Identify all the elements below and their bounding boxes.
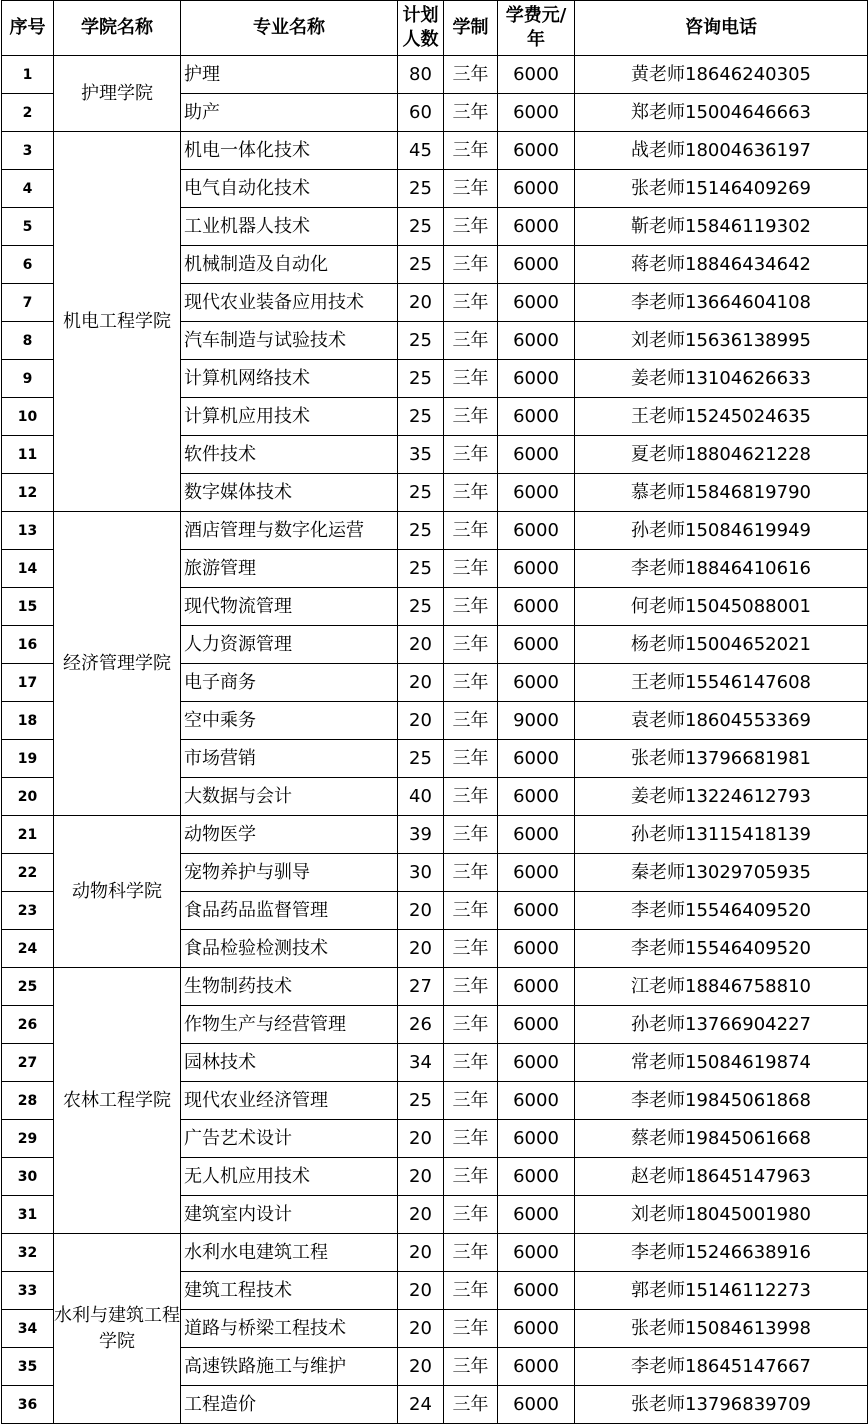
plan-count: 25	[398, 170, 444, 208]
tuition-fee: 6000	[498, 436, 575, 474]
row-number: 17	[2, 664, 54, 702]
duration: 三年	[444, 930, 498, 968]
row-number: 20	[2, 778, 54, 816]
tuition-fee: 6000	[498, 360, 575, 398]
contact-phone: 江老师18846758810	[575, 968, 868, 1006]
tuition-fee: 6000	[498, 550, 575, 588]
duration: 三年	[444, 1044, 498, 1082]
major-name: 工业机器人技术	[181, 208, 398, 246]
tuition-fee: 6000	[498, 816, 575, 854]
row-number: 22	[2, 854, 54, 892]
plan-count: 20	[398, 1120, 444, 1158]
table-row	[2, 816, 868, 854]
contact-phone: 郑老师15004646663	[575, 94, 868, 132]
plan-count: 26	[398, 1006, 444, 1044]
major-name: 作物生产与经营管理	[181, 1006, 398, 1044]
plan-count: 25	[398, 360, 444, 398]
duration: 三年	[444, 512, 498, 550]
plan-count: 24	[398, 1386, 444, 1424]
duration: 三年	[444, 1120, 498, 1158]
header-major: 专业名称	[181, 1, 398, 56]
tuition-fee: 6000	[498, 322, 575, 360]
tuition-fee: 6000	[498, 1310, 575, 1348]
plan-count: 27	[398, 968, 444, 1006]
contact-phone: 张老师15084613998	[575, 1310, 868, 1348]
plan-count: 25	[398, 246, 444, 284]
major-name: 动物医学	[181, 816, 398, 854]
duration: 三年	[444, 1196, 498, 1234]
row-number: 15	[2, 588, 54, 626]
tuition-fee: 6000	[498, 930, 575, 968]
college-name: 农林工程学院	[54, 968, 181, 1234]
tuition-fee: 6000	[498, 246, 575, 284]
tuition-fee: 6000	[498, 778, 575, 816]
duration: 三年	[444, 1082, 498, 1120]
plan-count: 20	[398, 702, 444, 740]
contact-phone: 靳老师15846119302	[575, 208, 868, 246]
contact-phone: 张老师13796839709	[575, 1386, 868, 1424]
row-number: 3	[2, 132, 54, 170]
contact-phone: 李老师15546409520	[575, 892, 868, 930]
duration: 三年	[444, 94, 498, 132]
row-number: 23	[2, 892, 54, 930]
plan-count: 20	[398, 664, 444, 702]
tuition-fee: 6000	[498, 588, 575, 626]
tuition-fee: 6000	[498, 474, 575, 512]
tuition-fee: 6000	[498, 892, 575, 930]
plan-count: 20	[398, 1348, 444, 1386]
duration: 三年	[444, 284, 498, 322]
plan-count: 20	[398, 1310, 444, 1348]
tuition-fee: 9000	[498, 702, 575, 740]
major-name: 市场营销	[181, 740, 398, 778]
major-name: 现代物流管理	[181, 588, 398, 626]
college-name: 机电工程学院	[54, 132, 181, 512]
tuition-fee: 6000	[498, 1082, 575, 1120]
tuition-fee: 6000	[498, 1120, 575, 1158]
contact-phone: 夏老师18804621228	[575, 436, 868, 474]
row-number: 18	[2, 702, 54, 740]
row-number: 33	[2, 1272, 54, 1310]
plan-count: 45	[398, 132, 444, 170]
major-name: 软件技术	[181, 436, 398, 474]
plan-count: 39	[398, 816, 444, 854]
table-row	[2, 132, 868, 170]
duration: 三年	[444, 1310, 498, 1348]
row-number: 35	[2, 1348, 54, 1386]
tuition-fee: 6000	[498, 854, 575, 892]
contact-phone: 黄老师18646240305	[575, 56, 868, 94]
contact-phone: 王老师15546147608	[575, 664, 868, 702]
major-name: 计算机应用技术	[181, 398, 398, 436]
contact-phone: 常老师15084619874	[575, 1044, 868, 1082]
duration: 三年	[444, 702, 498, 740]
contact-phone: 慕老师15846819790	[575, 474, 868, 512]
plan-count: 25	[398, 474, 444, 512]
contact-phone: 杨老师15004652021	[575, 626, 868, 664]
major-name: 生物制药技术	[181, 968, 398, 1006]
plan-count: 20	[398, 626, 444, 664]
duration: 三年	[444, 1272, 498, 1310]
header-duration: 学制	[444, 1, 498, 56]
major-name: 现代农业装备应用技术	[181, 284, 398, 322]
duration: 三年	[444, 474, 498, 512]
duration: 三年	[444, 398, 498, 436]
tuition-fee: 6000	[498, 56, 575, 94]
duration: 三年	[444, 360, 498, 398]
major-name: 广告艺术设计	[181, 1120, 398, 1158]
college-name: 经济管理学院	[54, 512, 181, 816]
plan-count: 20	[398, 892, 444, 930]
tuition-fee: 6000	[498, 664, 575, 702]
header-phone: 咨询电话	[575, 1, 868, 56]
contact-phone: 秦老师13029705935	[575, 854, 868, 892]
row-number: 31	[2, 1196, 54, 1234]
major-name: 大数据与会计	[181, 778, 398, 816]
duration: 三年	[444, 588, 498, 626]
tuition-fee: 6000	[498, 1272, 575, 1310]
contact-phone: 张老师15146409269	[575, 170, 868, 208]
contact-phone: 张老师13796681981	[575, 740, 868, 778]
major-name: 电气自动化技术	[181, 170, 398, 208]
header-row	[2, 1, 868, 56]
row-number: 10	[2, 398, 54, 436]
duration: 三年	[444, 626, 498, 664]
major-name: 机械制造及自动化	[181, 246, 398, 284]
contact-phone: 姜老师13104626633	[575, 360, 868, 398]
major-name: 园林技术	[181, 1044, 398, 1082]
major-name: 建筑室内设计	[181, 1196, 398, 1234]
header-college: 学院名称	[54, 1, 181, 56]
table-row	[2, 968, 868, 1006]
major-name: 汽车制造与试验技术	[181, 322, 398, 360]
row-number: 4	[2, 170, 54, 208]
contact-phone: 孙老师13115418139	[575, 816, 868, 854]
row-number: 28	[2, 1082, 54, 1120]
row-number: 12	[2, 474, 54, 512]
tuition-fee: 6000	[498, 512, 575, 550]
duration: 三年	[444, 1158, 498, 1196]
tuition-fee: 6000	[498, 1006, 575, 1044]
duration: 三年	[444, 740, 498, 778]
college-name: 水利与建筑工程学院	[54, 1234, 181, 1424]
major-name: 助产	[181, 94, 398, 132]
duration: 三年	[444, 436, 498, 474]
tuition-fee: 6000	[498, 1196, 575, 1234]
tuition-fee: 6000	[498, 626, 575, 664]
duration: 三年	[444, 1348, 498, 1386]
contact-phone: 何老师15045088001	[575, 588, 868, 626]
contact-phone: 蒋老师18846434642	[575, 246, 868, 284]
tuition-fee: 6000	[498, 1044, 575, 1082]
row-number: 8	[2, 322, 54, 360]
duration: 三年	[444, 968, 498, 1006]
row-number: 2	[2, 94, 54, 132]
major-name: 计算机网络技术	[181, 360, 398, 398]
duration: 三年	[444, 1234, 498, 1272]
row-number: 21	[2, 816, 54, 854]
plan-count: 20	[398, 284, 444, 322]
tuition-fee: 6000	[498, 94, 575, 132]
tuition-fee: 6000	[498, 740, 575, 778]
plan-count: 60	[398, 94, 444, 132]
contact-phone: 姜老师13224612793	[575, 778, 868, 816]
plan-count: 25	[398, 588, 444, 626]
duration: 三年	[444, 1006, 498, 1044]
plan-count: 80	[398, 56, 444, 94]
table-body	[2, 56, 868, 1424]
plan-count: 25	[398, 740, 444, 778]
tuition-fee: 6000	[498, 398, 575, 436]
duration: 三年	[444, 854, 498, 892]
header-no: 序号	[2, 1, 54, 56]
contact-phone: 李老师15246638916	[575, 1234, 868, 1272]
contact-phone: 袁老师18604553369	[575, 702, 868, 740]
duration: 三年	[444, 550, 498, 588]
duration: 三年	[444, 892, 498, 930]
college-name: 护理学院	[54, 56, 181, 132]
contact-phone: 郭老师15146112273	[575, 1272, 868, 1310]
row-number: 34	[2, 1310, 54, 1348]
row-number: 19	[2, 740, 54, 778]
major-name: 高速铁路施工与维护	[181, 1348, 398, 1386]
row-number: 13	[2, 512, 54, 550]
duration: 三年	[444, 816, 498, 854]
tuition-fee: 6000	[498, 132, 575, 170]
duration: 三年	[444, 1386, 498, 1424]
tuition-fee: 6000	[498, 968, 575, 1006]
contact-phone: 蔡老师19845061668	[575, 1120, 868, 1158]
tuition-fee: 6000	[498, 1234, 575, 1272]
major-name: 建筑工程技术	[181, 1272, 398, 1310]
duration: 三年	[444, 132, 498, 170]
contact-phone: 赵老师18645147963	[575, 1158, 868, 1196]
major-name: 数字媒体技术	[181, 474, 398, 512]
duration: 三年	[444, 56, 498, 94]
contact-phone: 李老师18846410616	[575, 550, 868, 588]
major-name: 无人机应用技术	[181, 1158, 398, 1196]
row-number: 11	[2, 436, 54, 474]
tuition-fee: 6000	[498, 1348, 575, 1386]
row-number: 26	[2, 1006, 54, 1044]
tuition-fee: 6000	[498, 284, 575, 322]
tuition-fee: 6000	[498, 1386, 575, 1424]
plan-count: 35	[398, 436, 444, 474]
enrollment-table	[1, 0, 868, 1424]
major-name: 机电一体化技术	[181, 132, 398, 170]
plan-count: 30	[398, 854, 444, 892]
tuition-fee: 6000	[498, 1158, 575, 1196]
duration: 三年	[444, 246, 498, 284]
plan-count: 40	[398, 778, 444, 816]
contact-phone: 刘老师18045001980	[575, 1196, 868, 1234]
major-name: 现代农业经济管理	[181, 1082, 398, 1120]
row-number: 6	[2, 246, 54, 284]
tuition-fee: 6000	[498, 208, 575, 246]
plan-count: 34	[398, 1044, 444, 1082]
plan-count: 20	[398, 1158, 444, 1196]
header-plan: 计划人数	[398, 1, 444, 56]
major-name: 旅游管理	[181, 550, 398, 588]
contact-phone: 孙老师15084619949	[575, 512, 868, 550]
major-name: 水利水电建筑工程	[181, 1234, 398, 1272]
contact-phone: 李老师15546409520	[575, 930, 868, 968]
row-number: 30	[2, 1158, 54, 1196]
duration: 三年	[444, 322, 498, 360]
plan-count: 25	[398, 550, 444, 588]
major-name: 食品检验检测技术	[181, 930, 398, 968]
plan-count: 20	[398, 1272, 444, 1310]
duration: 三年	[444, 778, 498, 816]
major-name: 宠物养护与驯导	[181, 854, 398, 892]
major-name: 人力资源管理	[181, 626, 398, 664]
contact-phone: 战老师18004636197	[575, 132, 868, 170]
plan-count: 25	[398, 322, 444, 360]
major-name: 护理	[181, 56, 398, 94]
contact-phone: 孙老师13766904227	[575, 1006, 868, 1044]
row-number: 36	[2, 1386, 54, 1424]
major-name: 道路与桥梁工程技术	[181, 1310, 398, 1348]
table-row	[2, 56, 868, 94]
contact-phone: 李老师19845061868	[575, 1082, 868, 1120]
major-name: 工程造价	[181, 1386, 398, 1424]
major-name: 电子商务	[181, 664, 398, 702]
duration: 三年	[444, 170, 498, 208]
plan-count: 20	[398, 930, 444, 968]
plan-count: 25	[398, 512, 444, 550]
duration: 三年	[444, 208, 498, 246]
contact-phone: 刘老师15636138995	[575, 322, 868, 360]
row-number: 7	[2, 284, 54, 322]
row-number: 25	[2, 968, 54, 1006]
row-number: 27	[2, 1044, 54, 1082]
plan-count: 25	[398, 208, 444, 246]
tuition-fee: 6000	[498, 170, 575, 208]
major-name: 空中乘务	[181, 702, 398, 740]
row-number: 14	[2, 550, 54, 588]
row-number: 24	[2, 930, 54, 968]
major-name: 酒店管理与数字化运营	[181, 512, 398, 550]
contact-phone: 李老师18645147667	[575, 1348, 868, 1386]
contact-phone: 王老师15245024635	[575, 398, 868, 436]
table-row	[2, 512, 868, 550]
row-number: 1	[2, 56, 54, 94]
header-fee: 学费元/年	[498, 1, 575, 56]
row-number: 32	[2, 1234, 54, 1272]
plan-count: 20	[398, 1196, 444, 1234]
plan-count: 25	[398, 1082, 444, 1120]
row-number: 9	[2, 360, 54, 398]
college-name: 动物科学院	[54, 816, 181, 968]
plan-count: 20	[398, 1234, 444, 1272]
row-number: 5	[2, 208, 54, 246]
row-number: 29	[2, 1120, 54, 1158]
plan-count: 25	[398, 398, 444, 436]
table-row	[2, 1234, 868, 1272]
duration: 三年	[444, 664, 498, 702]
contact-phone: 李老师13664604108	[575, 284, 868, 322]
row-number: 16	[2, 626, 54, 664]
major-name: 食品药品监督管理	[181, 892, 398, 930]
